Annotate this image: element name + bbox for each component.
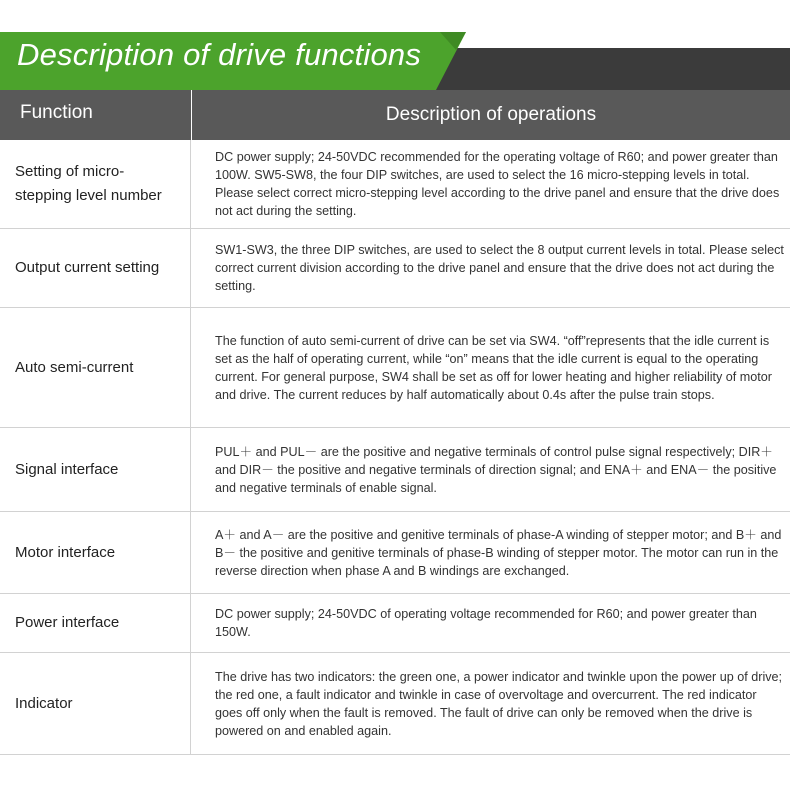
table-header bbox=[0, 90, 790, 140]
table-row bbox=[0, 512, 790, 594]
row-function: Output current setting bbox=[0, 229, 191, 307]
table-row bbox=[0, 140, 790, 229]
banner-dark-band bbox=[422, 48, 790, 90]
row-function: Setting of micro-stepping level number bbox=[0, 140, 191, 228]
table-row bbox=[0, 308, 790, 428]
table-row bbox=[0, 594, 790, 653]
table-row bbox=[0, 229, 790, 308]
row-description: SW1-SW3, the three DIP switches, are used to select the 8 output current levels in total. Please select correct current division according to the drive panel and ensure that the drive does not act during the setting. bbox=[215, 243, 784, 293]
row-description: The function of auto semi-current of drive can be set via SW4. “off”represents that the idle current is set as the half of operating current, while “on” means that the idle current is equal to the operating current. For general purpose, SW4 shall be set as off for lower heating and higher reliability of motor and drive. The current reduces by half automatically about 0.4s after the pulse train stops. bbox=[215, 333, 772, 402]
row-function: Power interface bbox=[0, 594, 191, 652]
row-description: DC power supply; 24-50VDC recommended for the operating voltage of R60; and power greater than 100W. SW5-SW8, the four DIP switches, are used to select the 16 micro-stepping levels in total. Please select correct micro-stepping level according to the drive panel and ensure that the drive does not act during the setting. bbox=[215, 150, 780, 218]
row-description: A＋ and A－ are the positive and genitive terminals of phase-A winding of stepper motor; and B＋ and B－ the positive and genitive terminals of phase-B winding of stepper motor. The motor can run in the reverse direction when phase A and B windings are exchanged. bbox=[215, 527, 782, 578]
table-row bbox=[0, 653, 790, 755]
page-title: Description of drive functions bbox=[17, 37, 422, 72]
title-banner bbox=[0, 0, 790, 90]
row-function: Signal interface bbox=[0, 428, 191, 511]
header-function: Function bbox=[20, 102, 93, 123]
row-function: Motor interface bbox=[0, 512, 191, 593]
table-row bbox=[0, 428, 790, 512]
row-description: DC power supply; 24-50VDC of operating voltage recommended for R60; and power greater than 150W. bbox=[215, 607, 757, 639]
row-description: The drive has two indicators: the green one, a power indicator and twinkle upon the power up of drive; the red one, a fault indicator and twinkle in case of overvoltage and overcurrent. The red indicator goes off only when the fault is removed. The fault of drive can only be removed when the drive is powered on and enabled again. bbox=[215, 669, 783, 738]
function-table bbox=[0, 140, 790, 755]
header-description: Description of operations bbox=[385, 104, 597, 125]
row-function: Indicator bbox=[0, 653, 191, 754]
row-function: Auto semi-current bbox=[0, 308, 191, 427]
row-description: PUL＋ and PUL－ are the positive and negative terminals of control pulse signal respectively; DIR＋ and DIR－ the positive and negative terminals of direction signal; and ENA＋ and ENA－ the positive and negative terminals of enable signal. bbox=[215, 444, 777, 495]
